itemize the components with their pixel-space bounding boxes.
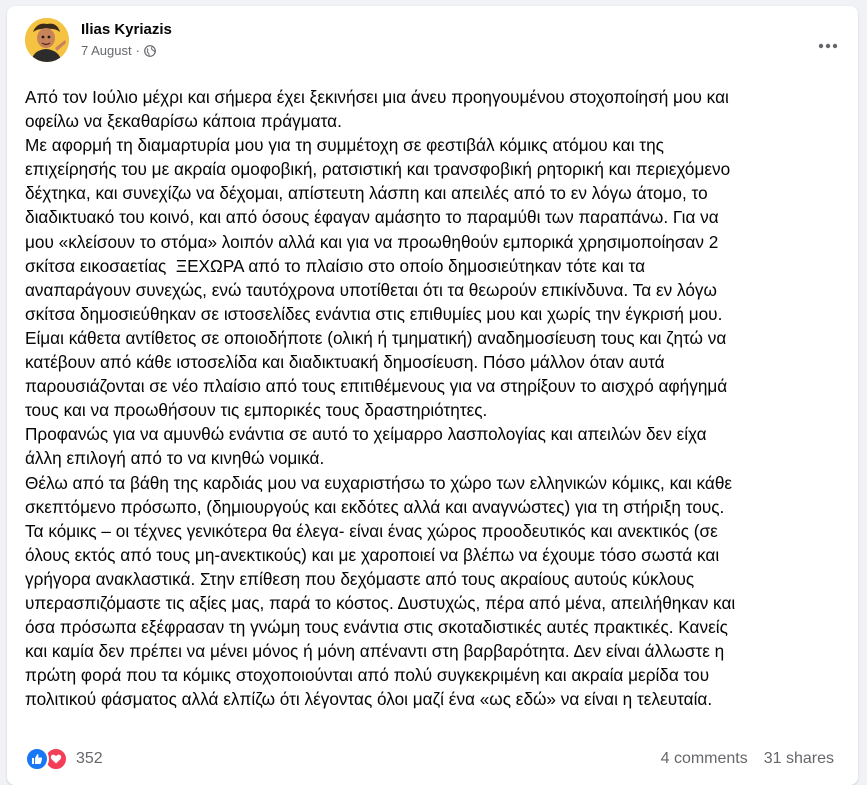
post-subline — [81, 42, 172, 60]
post-card — [7, 6, 858, 785]
post-meta — [81, 20, 172, 60]
avatar-illustration — [25, 18, 69, 62]
comments-count-link[interactable]: 4 comments — [660, 750, 748, 767]
reactions-summary[interactable] — [25, 747, 103, 771]
separator-dot: · — [135, 43, 140, 58]
author-name[interactable]: Ilias Kyriazis — [81, 21, 172, 38]
post-date[interactable]: 7 August — [81, 43, 132, 58]
post-header — [25, 18, 172, 62]
engagement-counts — [661, 750, 834, 768]
like-icon — [25, 747, 49, 771]
more-horizontal-icon — [818, 43, 838, 49]
shares-count-link[interactable]: 31 shares — [763, 750, 834, 767]
reaction-icons — [25, 747, 68, 771]
post-body-text: Από τον Ιούλιο μέχρι και σήμερα έχει ξεκινήσει μια άνευ προηγουμένου στοχοποίησή μου και οφείλω να ξεκαθαρίσω κάποια πράγματα. Με αφορμή τη διαμαρτυρία μου για τη συμμέτοχη σε φεστιβάλ κόμικς ατόμου και της επιχείρησής του με ακραία ομοφοβική, ρατσιστική και τρανσφοβική ρητορική και περιεχόμενο δέχτηκα, και συνεχίζω να δέχομαι, απίστευτη λάσπη και απειλές από το εν λόγω άτομο, το διαδικτυακό του κοινό, και από όσους έφαγαν αμάσητο το παραμύθι των παραπάνω. Για να μου «κλείσουν το στόμα» λοιπόν αλλά και για να προωθηθούν εμπορικά χρησιμοποίησαν 2 σκίτσα εικοσαετίας ΞΕΧΩΡΑ από το πλαίσιο στο οποίο δημοσιεύτηκαν τότε και τα αναπαράγουν συνεχώς, ενώ ταυτόχρονα υποτίθεται ότι τα θεωρούν επικίνδυνα. Τα εν λόγω σκίτσα δημοσιεύθηκαν σε ιστοσελίδες ενάντια στις επιθυμίες μου και χωρίς την έγκρισή μου. Είμαι κάθετα αντίθετος σε οποιοδήποτε (ολική ή τμηματική) αναδημοσίευση τους και ζητώ να κατέβουν από κάθε ιστοσελίδα και διαδικτυακή δημοσίευση. Πόσο μάλλον όταν αυτά παρουσιάζονται σε νέο πλαίσιο από τους επιτιθέμενους για να στηρίξουν το αισχρό αφήγημά τους και να προωθήσουν τις εμπορικές τους δραστηριότητες. Προφανώς για να αμυνθώ ενάντια σε αυτό το χείμαρρο λασπολογίας και απειλών δεν είχα άλλη επιλογή από το να κινηθώ νομικά. Θέλω από τα βάθη της καρδιάς μου να ευχαριστήσω το χώρο των ελληνικών κόμικς, και κάθε σκεπτόμενο πρόσωπο, (δημιουργούς και εκδότες αλλά και αναγνώστες) για τη στήριξη τους. Τα κόμικς – οι τέχνες γενικότερα θα έλεγα- είναι ένας χώρος προοδευτικός και ανεκτικός (σε όλους εκτός από τους μη-ανεκτικούς) και με χαροποιεί να βλέπω να έχουμε τόσο σωστά και γρήγορα ανακλαστικά. Στην επίθεση που δεχόμαστε από τους ακραίους αυτούς κύκλους υπερασπιζόμαστε τις αξίες μας, παρά το κόστος. Δυστυχώς, πέρα από μένα, απειλήθηκαν και όσα πρόσωπα εξέφρασαν τη γνώμη τους ενάντια στις σκοταδιστικές αυτές πρακτικές. Κανείς και καμία δεν πρέπει να μένει μόνος ή μόνη απέναντι στη βαρβαρότητα. Δεν είναι άλλωστε η πρώτη φορά που τα κόμικς στοχοποιούνται από πολύ συγκεκριμένη και ακραία μερίδα του πολιτικού φάσματος αλλά ελπίζω ότι λέγοντας όλοι μαζί ένα «ως εδώ» να είναι η τελευταία. — [25, 87, 736, 710]
more-options-button[interactable] — [810, 28, 846, 64]
avatar[interactable] — [25, 18, 69, 62]
post-footer — [25, 746, 834, 772]
reaction-count: 352 — [76, 750, 103, 767]
globe-icon[interactable] — [144, 45, 156, 57]
